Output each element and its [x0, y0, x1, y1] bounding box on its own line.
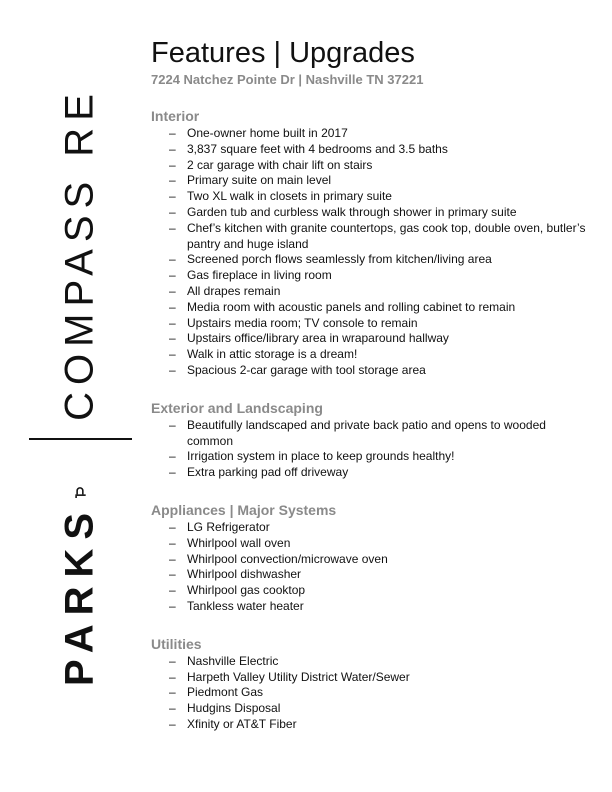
- list-item: [151, 142, 591, 158]
- list-item: [151, 205, 591, 221]
- list-item-text: Whirlpool dishwasher: [187, 567, 302, 582]
- list-item-text: Chef’s kitchen with granite countertops, gas cook top, double oven, butler’s pantry and huge island: [187, 220, 586, 251]
- list-item: [151, 126, 591, 142]
- bullet-dash: –: [169, 268, 176, 283]
- list-item: [151, 347, 591, 363]
- list-item-text: Nashville Electric: [187, 653, 279, 668]
- bullet-dash: –: [169, 653, 176, 668]
- bullet-dash: –: [169, 465, 176, 480]
- compass-logo: COMPASS RE: [57, 87, 102, 421]
- list-item-text: Hudgins Disposal: [187, 701, 281, 716]
- bullet-dash: –: [169, 362, 176, 377]
- section-heading: Appliances | Major Systems: [151, 501, 337, 518]
- bullet-dash: –: [169, 126, 176, 140]
- bullet-dash: –: [169, 331, 176, 346]
- section-1: [151, 399, 591, 481]
- feature-sheet: [151, 36, 591, 733]
- list-item-text: Media room with acoustic panels and rolling cabinet to remain: [187, 299, 516, 314]
- list-item: [151, 284, 591, 300]
- feature-list: [151, 520, 591, 615]
- list-item: [151, 449, 591, 465]
- bullet-dash: –: [169, 204, 176, 219]
- list-item: [151, 158, 591, 174]
- list-item: [151, 583, 591, 599]
- list-item-text: Screened porch flows seamlessly from kitchen/living area: [187, 252, 492, 267]
- section-0: [151, 107, 591, 379]
- list-item-text: Upstairs media room; TV console to remain: [187, 315, 418, 330]
- list-item-text: Primary suite on main level: [187, 173, 332, 188]
- list-item-text: Gas fireplace in living room: [187, 268, 332, 283]
- bullet-dash: –: [169, 685, 176, 700]
- bullet-dash: –: [169, 173, 176, 188]
- list-item: [151, 363, 591, 379]
- bullet-dash: –: [169, 283, 176, 298]
- list-item: [151, 536, 591, 552]
- list-item: [151, 418, 591, 450]
- list-item: [151, 654, 591, 670]
- list-item-text: Piedmont Gas: [187, 685, 264, 700]
- list-item-text: Whirlpool convection/microwave oven: [187, 551, 388, 566]
- list-item: [151, 173, 591, 189]
- list-item: [151, 685, 591, 701]
- list-item-text: Whirlpool gas cooktop: [187, 583, 306, 598]
- list-item-text: Irrigation system in place to keep grounds healthy!: [187, 449, 455, 464]
- list-item-text: Spacious 2-car garage with tool storage area: [187, 362, 426, 377]
- feature-list: [151, 654, 591, 733]
- list-item-text: Xfinity or AT&T Fiber: [187, 716, 297, 731]
- list-item-text: Tankless water heater: [187, 598, 304, 613]
- bullet-dash: –: [169, 141, 176, 156]
- list-item-text: Beautifully landscaped and private back patio and opens to wooded common: [187, 417, 546, 448]
- sections-container: [151, 107, 591, 733]
- bullet-dash: –: [169, 157, 176, 172]
- parks-wordmark: PARKS: [57, 503, 102, 686]
- list-item: [151, 316, 591, 332]
- bullet-dash: –: [169, 716, 176, 731]
- list-item-text: Garden tub and curbless walk through shower in primary suite: [187, 204, 517, 219]
- bullet-dash: –: [169, 347, 176, 362]
- list-item: [151, 670, 591, 686]
- bullet-dash: –: [169, 299, 176, 314]
- section-2: [151, 501, 591, 615]
- section-heading: Interior: [151, 108, 200, 124]
- list-item-text: All drapes remain: [187, 283, 281, 298]
- list-item-text: LG Refrigerator: [187, 519, 270, 534]
- list-item: [151, 300, 591, 316]
- list-item-text: Harpeth Valley Utility District Water/Sewer: [187, 669, 410, 684]
- list-item-text: Walk in attic storage is a dream!: [187, 347, 358, 362]
- list-item: [151, 465, 591, 481]
- bullet-dash: –: [169, 417, 176, 432]
- section-3: [151, 635, 591, 733]
- list-item-text: 2 car garage with chair lift on stairs: [187, 157, 373, 172]
- bullet-dash: –: [169, 315, 176, 330]
- list-item: [151, 520, 591, 536]
- list-item-text: Whirlpool wall oven: [187, 535, 291, 550]
- bullet-dash: –: [169, 583, 176, 598]
- list-item-text: Two XL walk in closets in primary suite: [187, 189, 392, 204]
- list-item: [151, 331, 591, 347]
- bullet-dash: –: [169, 701, 176, 716]
- bullet-dash: –: [169, 189, 176, 204]
- list-item: [151, 268, 591, 284]
- parks-logo: [58, 486, 103, 686]
- list-item-text: Extra parking pad off driveway: [187, 465, 349, 480]
- list-item-text: 3,837 square feet with 4 bedrooms and 3.5 baths: [187, 141, 448, 156]
- page-title: Features | Upgrades: [151, 37, 415, 69]
- list-item: [151, 552, 591, 568]
- bullet-dash: –: [169, 567, 176, 582]
- bullet-dash: –: [169, 535, 176, 550]
- bullet-dash: –: [169, 449, 176, 464]
- bullet-dash: –: [169, 519, 176, 534]
- list-item: [151, 599, 591, 615]
- section-heading: Utilities: [151, 635, 202, 652]
- list-item: [151, 221, 591, 253]
- list-item: [151, 701, 591, 717]
- bullet-dash: –: [169, 252, 176, 267]
- list-item-text: One-owner home built in 2017: [187, 126, 348, 140]
- list-item-text: Upstairs office/library area in wraparound hallway: [187, 331, 449, 346]
- bullet-dash: –: [169, 598, 176, 613]
- feature-list: [151, 126, 591, 379]
- parks-monogram-icon: [58, 486, 102, 498]
- brand-divider: [29, 438, 132, 440]
- bullet-dash: –: [169, 669, 176, 684]
- property-address: 7224 Natchez Pointe Dr | Nashville TN 37221: [151, 72, 424, 87]
- list-item: [151, 252, 591, 268]
- list-item: [151, 717, 591, 733]
- feature-list: [151, 418, 591, 481]
- list-item: [151, 567, 591, 583]
- bullet-dash: –: [169, 551, 176, 566]
- section-heading: Exterior and Landscaping: [151, 399, 323, 416]
- list-item: [151, 189, 591, 205]
- bullet-dash: –: [169, 220, 176, 235]
